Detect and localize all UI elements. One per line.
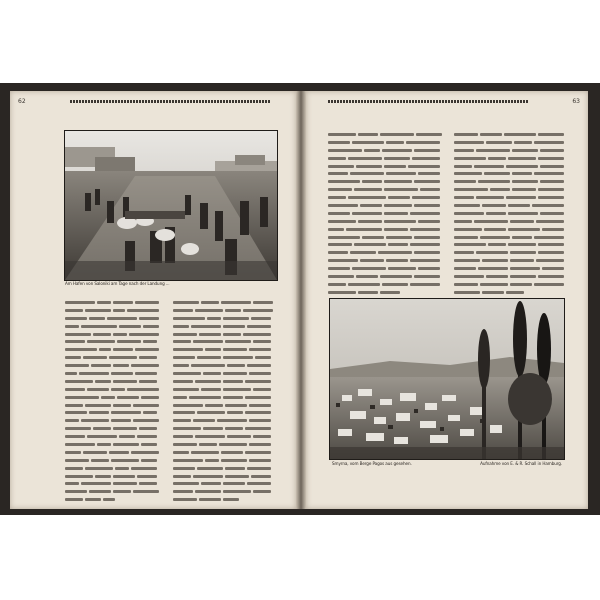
right-page-column-2 [454, 131, 566, 297]
harbor-photo-image [65, 131, 277, 280]
page-ornament [70, 100, 270, 103]
right-page-column-1 [328, 131, 446, 297]
page-number-left: 62 [18, 98, 26, 105]
left-page-column-2 [173, 299, 277, 504]
harbor-photo-caption: Am Hafen von Saloniki am Tage nach der Landung ... [65, 282, 170, 287]
right-page [306, 91, 588, 509]
city-photo [330, 299, 564, 459]
harbor-photo [65, 131, 277, 280]
scan-background [0, 0, 600, 83]
book-gutter [296, 91, 306, 509]
left-page [10, 91, 296, 509]
city-photo-image [330, 299, 564, 459]
city-photo-credit: Aufnahme von E. & R. Schall in Hamburg. [480, 462, 562, 467]
left-page-column-1 [65, 299, 163, 504]
page-ornament [328, 100, 528, 103]
city-photo-caption: Smyrna, vom Berge Pagos aus gesehen. [332, 462, 412, 467]
open-book [0, 83, 600, 515]
page-number-right: 63 [572, 98, 580, 105]
